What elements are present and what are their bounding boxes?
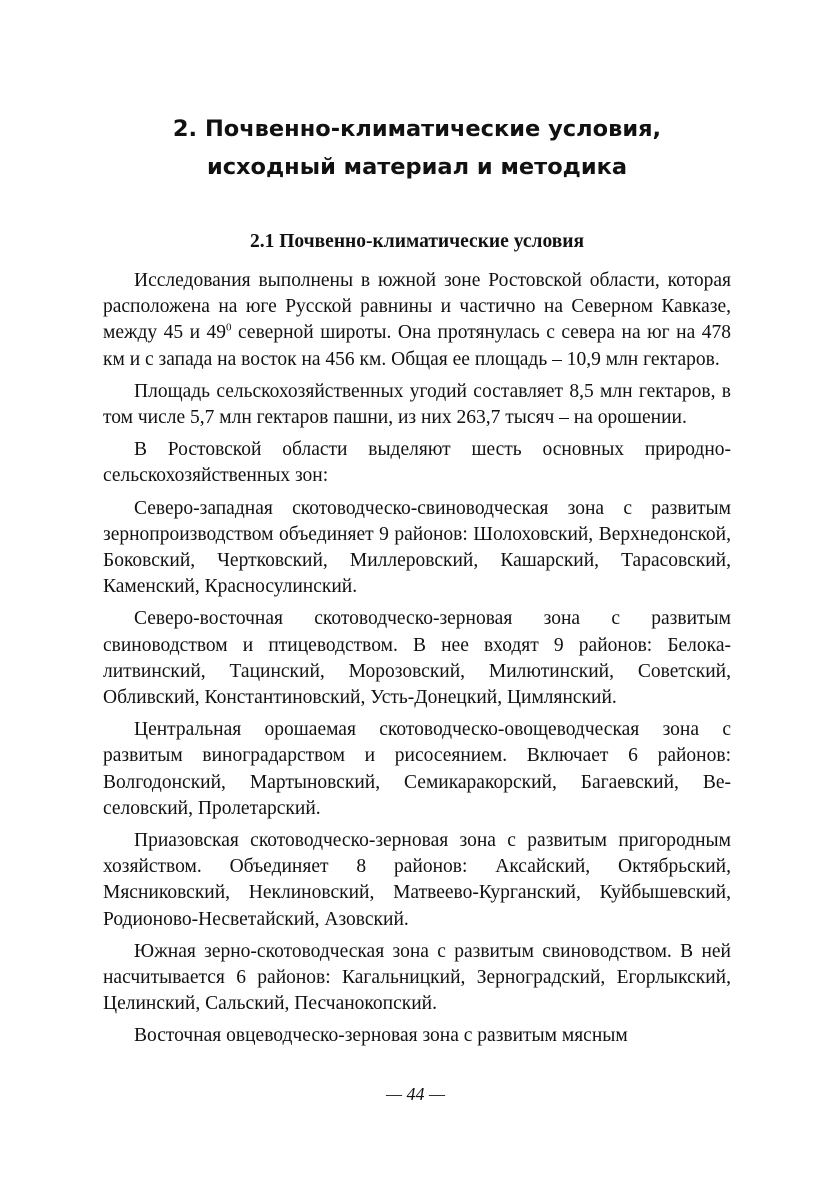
paragraph-intro-text-2: северной широты. Она протянулась с севера на юг на 478 км и с запада на восток на 456 км. Общая ее площадь – 10,9 млн гектаров. bbox=[103, 322, 731, 370]
chapter-title-line-1: 2. Почвенно-климатические условия, bbox=[172, 116, 662, 142]
paragraph-intro-text-1: Исследования выполнены в южной зоне Ростовской области, которая расположена на юге Русской равнины и частично на Северном Кавказе, между 45 и 49 bbox=[103, 270, 731, 344]
paragraph-zone-azov: Приазовская скотоводческо-зерновая зона с развитым пригородным хозяйством. Объединяет 8 районов: Аксайский, Октябрьский, Мясниковский, Неклиновский, Матвеево-Курганский, Куйбышевский, Родионово-Несветайский, Азовский. bbox=[103, 830, 731, 930]
paragraph-land-area: Площадь сельскохозяйственных угодий составляет 8,5 млн гектаров, в том числе 5,7 млн гектаров пашни, из них 263,7 тысяч – на орошении. bbox=[103, 380, 731, 429]
degree-superscript: 0 bbox=[226, 321, 232, 334]
section-title: 2.1 Почвенно-климатические условия bbox=[249, 231, 585, 252]
paragraph-zone-northwest: Северо-западная скотоводческо-свиноводческая зона с развитым зернопроизводством объединяет 9 районов: Шолоховский, Верхнедонской, Боковский, Чертковский, Миллеровский, Кашарский, Тарасовский, Каменский, Красносулинский. bbox=[103, 497, 731, 598]
paragraph-zones-intro: В Ростовской области выделяют шесть основных природно-сельскохозяйственных зон: bbox=[103, 439, 731, 487]
page-content bbox=[103, 110, 731, 1056]
paragraph-zone-central: Центральная орошаемая скотоводческо-овощеводческая зона с развитым виноградарством и рисосеянием. Включает 6 районов: Волгодонский, Мартыновский, Семикаракорский, Багаевский, Веселовский, Пролетарский. bbox=[103, 719, 731, 819]
paragraph-zone-east: Восточная овцеводческо-зерновая зона с развитым мясным bbox=[134, 1025, 628, 1047]
chapter-title-line-2: исходный материал и методика bbox=[206, 154, 628, 180]
paragraph-intro bbox=[103, 268, 731, 373]
chapter-title bbox=[103, 110, 731, 186]
paragraph-zone-south: Южная зерно-скотоводческая зона с развитым свиноводством. В ней насчитывается 6 районов: Кагальницкий, Зерноградский, Егорлыкский, Целинский, Сальский, Песчанокопский. bbox=[103, 940, 731, 1015]
paragraph-zone-northeast: Северо-восточная скотоводческо-зерновая зона с развитым свиноводством и птицеводством. В нее входят 9 районов: Белокалитвинский, Тацинский, Морозовский, Милютинский, Советский, Обливский, Константиновский, Усть-Донецкий, Цимлянский. bbox=[103, 608, 731, 709]
page-number: — 44 — bbox=[385, 1084, 445, 1104]
